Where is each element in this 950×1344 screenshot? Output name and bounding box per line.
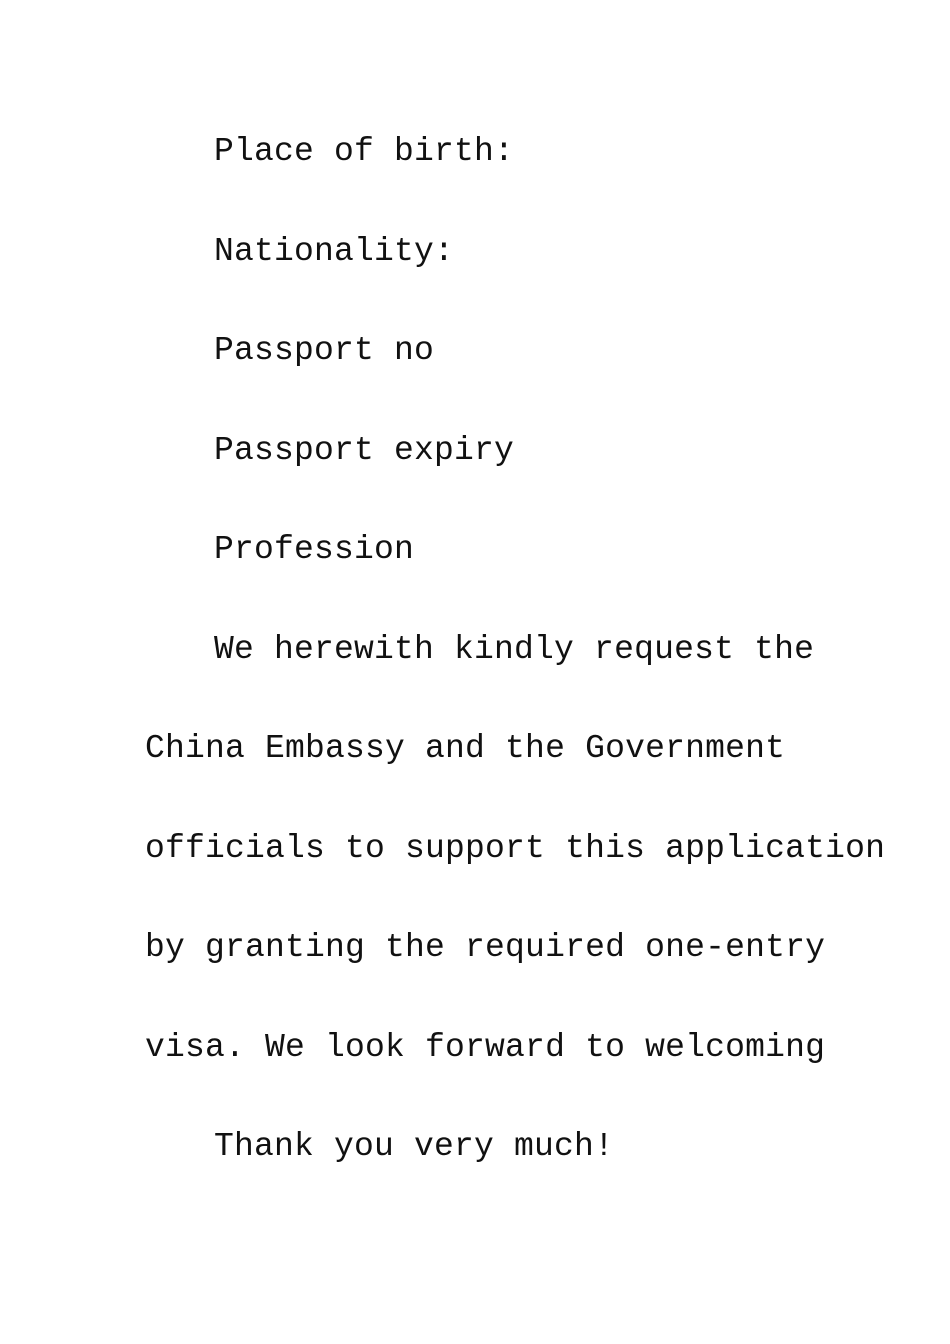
passport-no-label: Passport no [214, 332, 435, 369]
passport-expiry-label: Passport expiry [214, 432, 515, 469]
request-paragraph-line: We herewith kindly request the [214, 631, 815, 668]
closing-line: Thank you very much! [214, 1128, 615, 1165]
request-paragraph-line: officials to support this application [145, 830, 886, 867]
nationality-label: Nationality: [214, 233, 455, 270]
request-paragraph-line: by granting the required one-entry [145, 929, 826, 966]
place-of-birth-label: Place of birth: [214, 133, 515, 170]
request-paragraph-line: visa. We look forward to welcoming [145, 1029, 826, 1066]
profession-label: Profession [214, 531, 415, 568]
request-paragraph-line: China Embassy and the Government [145, 730, 786, 767]
